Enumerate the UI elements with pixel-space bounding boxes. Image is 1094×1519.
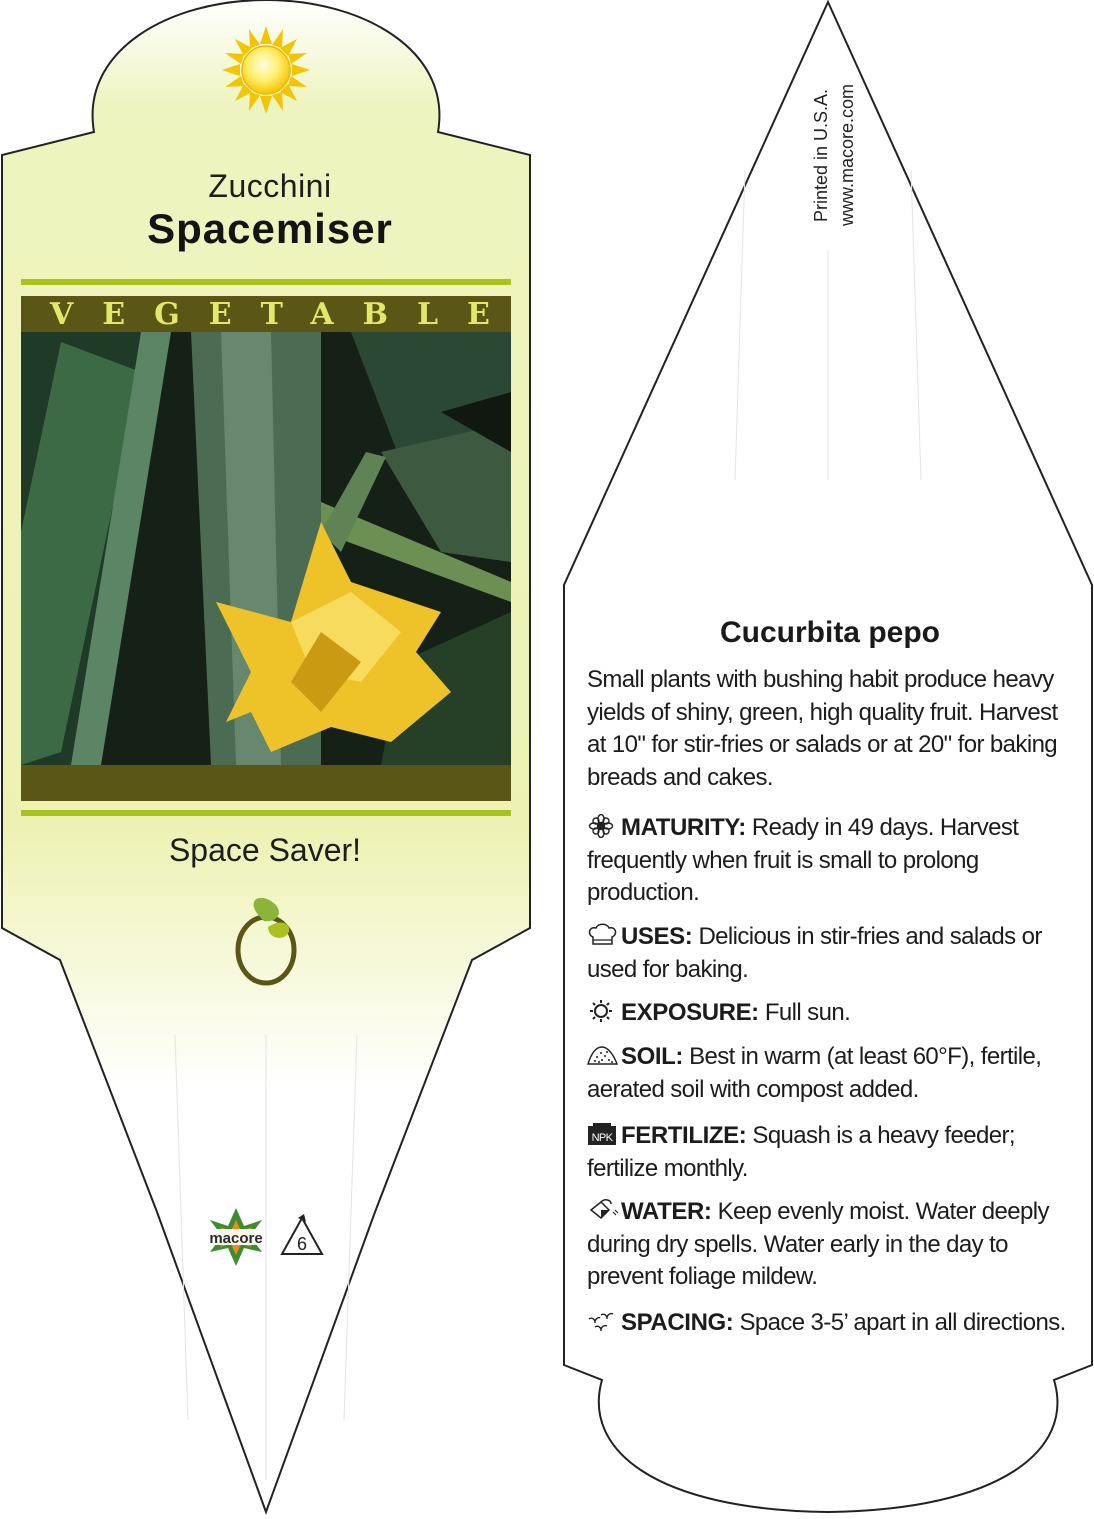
zucchini-flower-photo: [21, 332, 511, 765]
water-label: WATER:: [621, 1198, 712, 1225]
uses-section: [587, 921, 1077, 986]
spacing-section: [587, 1307, 1077, 1340]
soil-pile-icon: [587, 1043, 621, 1067]
water-text: Keep evenly moist. Water deeply during dry spells. Water early in the day to prevent foliage mildew.: [587, 1198, 1049, 1290]
maturity-text: Ready in 49 days. Harvest frequently when fruit is small to prolong production.: [587, 814, 1019, 906]
spacing-label: SPACING:: [621, 1309, 734, 1336]
soil-text: Best in warm (at least 60°F), fertile, aerated soil with compost added.: [587, 1043, 1042, 1103]
fertilize-label: FERTILIZE:: [621, 1122, 747, 1149]
exposure-text: Full sun.: [764, 999, 851, 1026]
fertilize-text: Squash is a heavy feeder; fertilize monthly.: [587, 1122, 1015, 1182]
uses-label: USES:: [621, 923, 693, 950]
exposure-label: EXPOSURE:: [621, 999, 759, 1026]
description: Small plants with bushing habit produce heavy yields of shiny, green, high quality fruit. Harvest at 10" for stir-fries or salads or at 20" for baking breads and cakes.: [587, 666, 1058, 791]
maturity-section: [587, 812, 1077, 910]
sun-icon: [222, 26, 310, 114]
photo-bottom-band: [21, 765, 511, 801]
chef-hat-icon: [587, 923, 621, 947]
accent-line-bottom: [21, 810, 511, 816]
variety-name: Spacemiser: [147, 205, 393, 252]
sun-outline-icon: [587, 999, 621, 1023]
uses-text: Delicious in stir-fries and salads or used for baking.: [587, 923, 1042, 983]
printed-in-usa: Printed in U.S.A.: [811, 88, 831, 222]
water-section: [587, 1196, 1077, 1294]
npk-icon: [587, 1122, 621, 1146]
website: www.macore.com: [837, 83, 857, 226]
soil-section: [587, 1041, 1077, 1106]
spacing-text: Space 3-5’ apart in all directions.: [739, 1309, 1066, 1336]
common-name: Zucchini: [208, 168, 332, 204]
watering-can-icon: [587, 1198, 621, 1222]
soil-label: SOIL:: [621, 1043, 683, 1070]
seedlings-icon: [587, 1309, 621, 1333]
category-label: VEGETABLE: [50, 297, 519, 332]
maturity-label: MATURITY:: [621, 814, 746, 841]
tagline: Space Saver!: [168, 832, 362, 868]
brand-logo-text: macore: [209, 1230, 263, 1247]
recycle-code: 6: [296, 1234, 308, 1254]
exposure-section: [587, 997, 1077, 1030]
latin-name: Cucurbita pepo: [719, 616, 940, 649]
accent-line-top: [21, 279, 511, 285]
fertilize-section: [587, 1120, 1077, 1185]
flower-icon: [587, 814, 621, 838]
npk-text: NPK: [591, 1132, 613, 1144]
